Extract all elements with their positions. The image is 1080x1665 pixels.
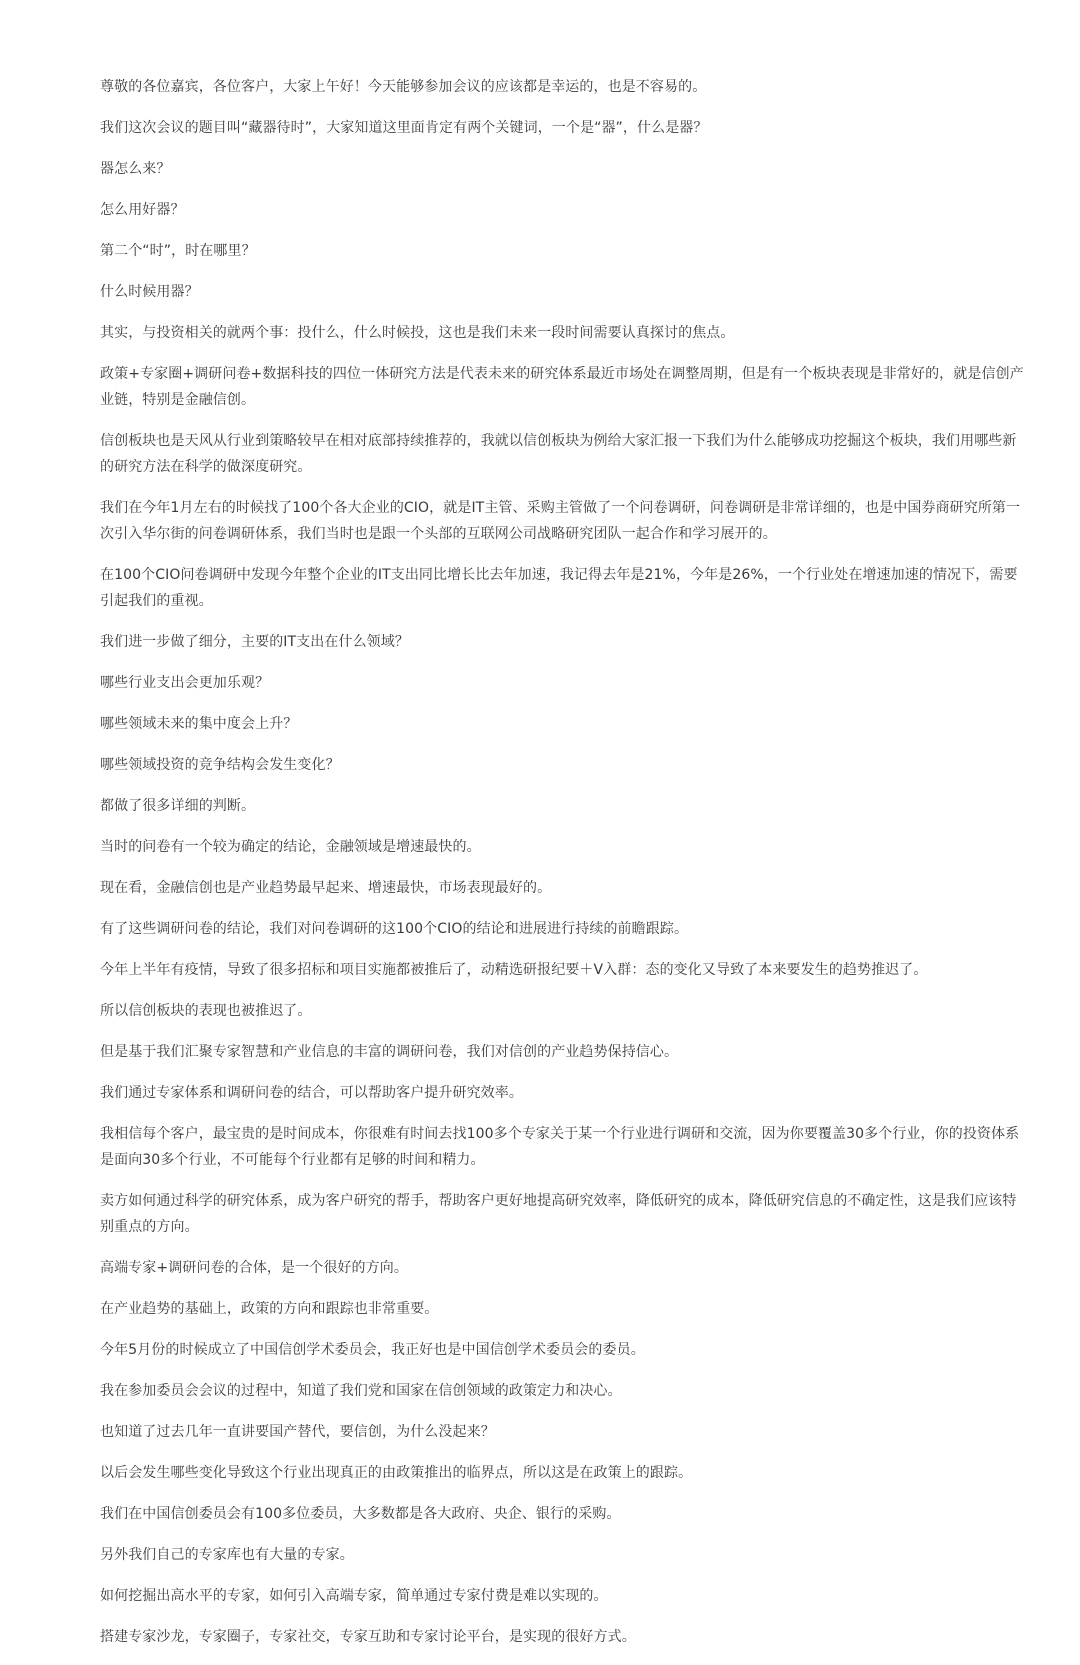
paragraph: 也知道了过去几年一直讲要国产替代，要信创，为什么没起来？ xyxy=(100,1424,495,1440)
paragraph: 怎么用好器？ xyxy=(100,202,185,218)
paragraph: 高端专家+调研问卷的合体，是一个很好的方向。 xyxy=(100,1260,408,1276)
paragraph: 搭建专家沙龙，专家圈子，专家社交，专家互助和专家讨论平台，是实现的很好方式。 xyxy=(100,1629,636,1645)
paragraph: 如何挖掘出高水平的专家，如何引入高端专家，简单通过专家付费是难以实现的。 xyxy=(100,1588,608,1604)
paragraph: 但是基于我们汇聚专家智慧和产业信息的丰富的调研问卷，我们对信创的产业趋势保持信心。 xyxy=(100,1044,679,1060)
paragraph: 现在看，金融信创也是产业趋势最早起来、增速最快，市场表现最好的。 xyxy=(100,880,552,896)
paragraph: 我们这次会议的题目叫“藏器待时”，大家知道这里面肯定有两个关键词，一个是“器”，什么是器？ xyxy=(100,120,708,136)
paragraph: 尊敬的各位嘉宾，各位客户，大家上午好！今天能够参加会议的应该都是幸运的，也是不容易的。 xyxy=(100,79,707,95)
paragraph: 所以信创板块的表现也被推迟了。 xyxy=(100,1003,312,1019)
paragraph: 我们在今年1月左右的时候找了100个各大企业的CIO，就是IT主管、采购主管做了一个问卷调研，问卷调研是非常详细的，也是中国券商研究所第一次引入华尔街的问卷调研体系，我们当时也是跟一个头部的互联网公司战略研究团队一起合作和学习展开的。 xyxy=(100,500,1021,542)
paragraph: 在产业趋势的基础上，政策的方向和跟踪也非常重要。 xyxy=(100,1301,439,1317)
paragraph: 哪些领域投资的竞争结构会发生变化？ xyxy=(100,757,340,773)
paragraph: 当时的问卷有一个较为确定的结论，金融领域是增速最快的。 xyxy=(100,839,481,855)
paragraph: 卖方如何通过科学的研究体系，成为客户研究的帮手，帮助客户更好地提高研究效率，降低研究的成本，降低研究信息的不确定性，这是我们应该特别重点的方向。 xyxy=(100,1193,1017,1235)
paragraph: 哪些行业支出会更加乐观？ xyxy=(100,675,270,691)
paragraph: 政策+专家圈+调研问卷+数据科技的四位一体研究方法是代表未来的研究体系最近市场处在调整周期，但是有一个板块表现是非常好的，就是信创产业链，特别是金融信创。 xyxy=(100,366,1024,408)
paragraph: 我相信每个客户，最宝贵的是时间成本，你很难有时间去找100多个专家关于某一个行业进行调研和交流，因为你要覆盖30多个行业，你的投资体系是面向30多个行业，不可能每个行业都有足够的时间和精力。 xyxy=(100,1126,1020,1168)
paragraph: 今年5月份的时候成立了中国信创学术委员会，我正好也是中国信创学术委员会的委员。 xyxy=(100,1342,645,1358)
paragraph: 我们通过专家体系和调研问卷的结合，可以帮助客户提升研究效率。 xyxy=(100,1085,523,1101)
paragraph: 以后会发生哪些变化导致这个行业出现真正的由政策推出的临界点，所以这是在政策上的跟踪。 xyxy=(100,1465,693,1481)
paragraph: 另外我们自己的专家库也有大量的专家。 xyxy=(100,1547,354,1563)
paragraph: 我们在中国信创委员会有100多位委员，大多数都是各大政府、央企、银行的采购。 xyxy=(100,1506,621,1522)
paragraph: 在100个CIO问卷调研中发现今年整个企业的IT支出同比增长比去年加速，我记得去年是21%，今年是26%，一个行业处在增速加速的情况下，需要引起我们的重视。 xyxy=(100,567,1018,609)
paragraph: 什么时候用器？ xyxy=(100,284,199,300)
paragraph: 其实，与投资相关的就两个事：投什么，什么时候投，这也是我们未来一段时间需要认真探讨的焦点。 xyxy=(100,325,735,341)
document-body xyxy=(100,74,1030,1665)
paragraph: 信创板块也是天风从行业到策略较早在相对底部持续推荐的，我就以信创板块为例给大家汇报一下我们为什么能够成功挖掘这个板块，我们用哪些新的研究方法在科学的做深度研究。 xyxy=(100,433,1017,475)
paragraph: 器怎么来？ xyxy=(100,161,171,177)
paragraph: 今年上半年有疫情，导致了很多招标和项目实施都被推后了，动精选研报纪要＋V入群：态的变化又导致了本来要发生的趋势推迟了。 xyxy=(100,962,928,978)
paragraph: 我在参加委员会会议的过程中，知道了我们党和国家在信创领域的政策定力和决心。 xyxy=(100,1383,622,1399)
paragraph: 第二个“时”，时在哪里？ xyxy=(100,243,256,259)
paragraph: 我们进一步做了细分，主要的IT支出在什么领域？ xyxy=(100,634,409,650)
paragraph: 哪些领域未来的集中度会上升？ xyxy=(100,716,298,732)
paragraph: 都做了很多详细的判断。 xyxy=(100,798,256,814)
paragraph: 有了这些调研问卷的结论，我们对问卷调研的这100个CIO的结论和进展进行持续的前瞻跟踪。 xyxy=(100,921,689,937)
